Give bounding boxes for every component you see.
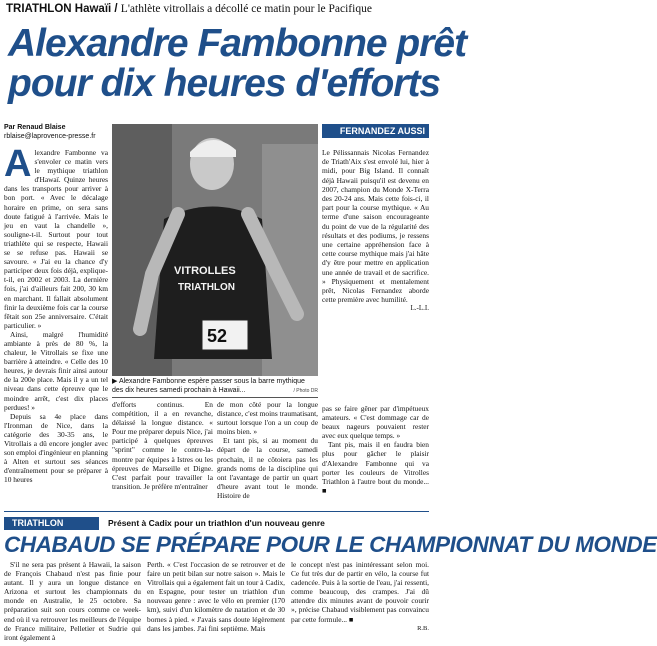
paragraph-1: lexandre Fambonne va s'envoler ce matin vers le mythique triathlon d'Hawaï. Quinze heures dans les transports pour arriver à bon port. « Avec le décalage horaire en prime, on sera sans doute fatigué à l'arrivée. Mais le jeu en vaut la chandelle », souligne-t-il. Surtout pour tout triathlète qui se respecte, Hawaii se se refuse pas. Hawaii se savoure. « J'ai eu la chance d'y participer deux fois déjà, explique-t-il, en 2002 et 2003. La dernière fois, j'ai d'ailleurs fait 200, 30 km en marchant. Il fallait absolument finir la deuxième fois car la course fêtait son 25e anniversaire. C'était particulier. » xyxy=(4,148,108,330)
article-column-1 xyxy=(4,143,108,506)
photo-caption xyxy=(112,378,318,398)
byline-name: Par Renaud Blaise xyxy=(4,124,66,131)
col3-text-b: Et tant pis, si au moment du départ de la course, samedi prochain, il ne côtoiera pas les grands noms de la discipline qui ont l'avantage de partir un quart d'heure avant tout le monde. Histoire de xyxy=(217,436,318,500)
bottom-signature: R.B. xyxy=(417,624,429,632)
jersey-text-2: TRIATHLON xyxy=(178,282,236,293)
article-column-2 xyxy=(112,400,213,506)
bottom-col3-text: le concept n'est pas inintéressant selon moi. Ce fut très dur de partir en vélo, la course fut cadencée. Puis à la sortie de l'eau, j'ai ressenti, comme beaucoup, des crampes. J'ai dû attendre dix minutes avant de pouvoir courir », précise Chabaud visiblement pas convaincu par cette formule... ■ xyxy=(291,560,429,624)
bib-number: 52 xyxy=(207,326,228,346)
byline xyxy=(4,123,110,141)
sidebar-signature: L.-L.I. xyxy=(410,304,429,313)
section-divider xyxy=(4,511,429,512)
article-column-3 xyxy=(217,400,318,506)
bottom-col1-text: S'il ne sera pas présent à Hawaii, la saison de François Chabaud n'est pas finie pour autant. Il y aura un longue distance en Arizona et surtout les championnats du monde en Australie, le 25 octobre. Sa préparation suit son cours comme ce week-end où il va retrouver les meilleurs de l'équipe de France militaire, Pelletier et Sudrie qui iront également à xyxy=(4,560,141,642)
col4-text-b: Tant pis, mais il en faudra bien plus pour gâcher le plaisir d'Alexandre Fambonne qui va porter les couleurs de Vitrolles Triathlon à l'autre bout du monde... ■ xyxy=(322,440,429,495)
athlete-illustration xyxy=(112,124,318,376)
kicker-text: L'athlète vitrollais a décollé ce matin pour le Pacifique xyxy=(120,3,372,15)
col2-text: d'efforts continus. En compétition, il a en revanche, délaissé la longue distance. « Pour me préparer depuis Nice, j'ai participé à quelques épreuves "sprint" comme le contre-la-montre par équipes à Istres ou les épreuves de Marseille et Digne. C'est parfait pour travailler la transition. Je préfère m'entraîner xyxy=(112,400,213,491)
caption-text: ▶ Alexandre Fambonne espère passer sous la barre mythique des dix heures samedi prochain à Hawaii... xyxy=(112,378,305,394)
col3-text: de mon côté pour la longue distance, c'est moins traumatisant, surtout lorsque l'on a un coup de moins bien. » xyxy=(217,400,318,437)
article-kicker xyxy=(6,3,428,21)
article-column-4 xyxy=(322,404,429,506)
sidebar-text: Le Pélissannais Nicolas Fernandez de Triath'Aix s'est envolé lui, hier à midi, pour Big Island. Il connaît déjà Hawaii puisqu'il est devenu en 2007, champion du Monde X-Terra des 20-24 ans. Mais cette fois-ci, il part pour la course mythique. « Au terme d'une saison encourageante du point de vue de la régularité des résultats et des podiums, je ressens une certaine appréhension face à cette course mythique mais j'ai hâte d'y être pour mettre en application une année de travail et de sacrifice. » Physiquement et mentalement prêt, Nicolas Fernandez aborde cette première avec humilité. xyxy=(322,148,429,305)
bottom-headline: CHABAUD SE PRÉPARE POUR LE CHAMPIONNAT DU MONDE xyxy=(4,532,657,557)
bottom-column-1 xyxy=(4,560,141,644)
headline-line-1: Alexandre Fambonne prêt xyxy=(8,22,467,65)
jersey-text-1: VITROLLES xyxy=(174,265,236,277)
bottom-column-2 xyxy=(147,560,285,644)
bottom-rubric: TRIATHLON xyxy=(4,517,99,530)
kicker-section: TRIATHLON Hawaïi / xyxy=(6,3,121,15)
sidebar-body xyxy=(322,148,429,314)
paragraph-2: Ainsi, malgré l'humidité ambiante à près de 80 %, la chaleur, le Vitrollais se fixe une barrière à atteindre. « Celle des 10 heures, je devrais finir ainsi autour de la 200e place. Mais il y a un tel niveau dans cette épreuve que le moindre arrêt, c'est dix places perdues! » xyxy=(4,329,108,412)
col4-text: pas se faire gêner par d'impétueux amateurs. « C'est dommage car de beaux nageurs pouvaient rester avec eux quelque temps. » xyxy=(322,404,429,441)
main-headline xyxy=(8,22,467,105)
bottom-kicker: Présent à Cadix pour un triathlon d'un nouveau genre xyxy=(108,518,325,528)
byline-email[interactable]: rblaise@laprovence-presse.fr xyxy=(4,133,96,140)
sidebar-title: FERNANDEZ AUSSI xyxy=(322,124,429,138)
drop-cap: A xyxy=(4,143,32,185)
photo-credit: / Photo DR xyxy=(293,387,318,394)
athlete-photo xyxy=(112,124,318,376)
paragraph-3: Depuis sa 4e place dans l'Ironman de Nice, dans la catégorie des 30-35 ans, le Vitrollais a dû encore jongler avec son emploi d'ingénieur en planning à Alten et surtout ses séances d'entraînement pour se préparer à 10 heures xyxy=(4,411,108,485)
bottom-column-3 xyxy=(291,560,429,644)
headline-line-2: pour dix heures d'efforts xyxy=(8,62,441,105)
bottom-col2-text: Perth. « C'est l'occasion de se retrouver et de faire un petit bilan sur notre saison ». Mais le Vitrollais qui a également fait un tour à Cadix, en Espagne, pour tester un triathlon d'un nouveau genre : avec le vélo en premier (170 km), suivi d'un kilomètre de natation et de 30 bornes à pied. « J'avais sans doute légèrement dans les jambes. J'ai fini septième. Mais xyxy=(147,560,285,633)
